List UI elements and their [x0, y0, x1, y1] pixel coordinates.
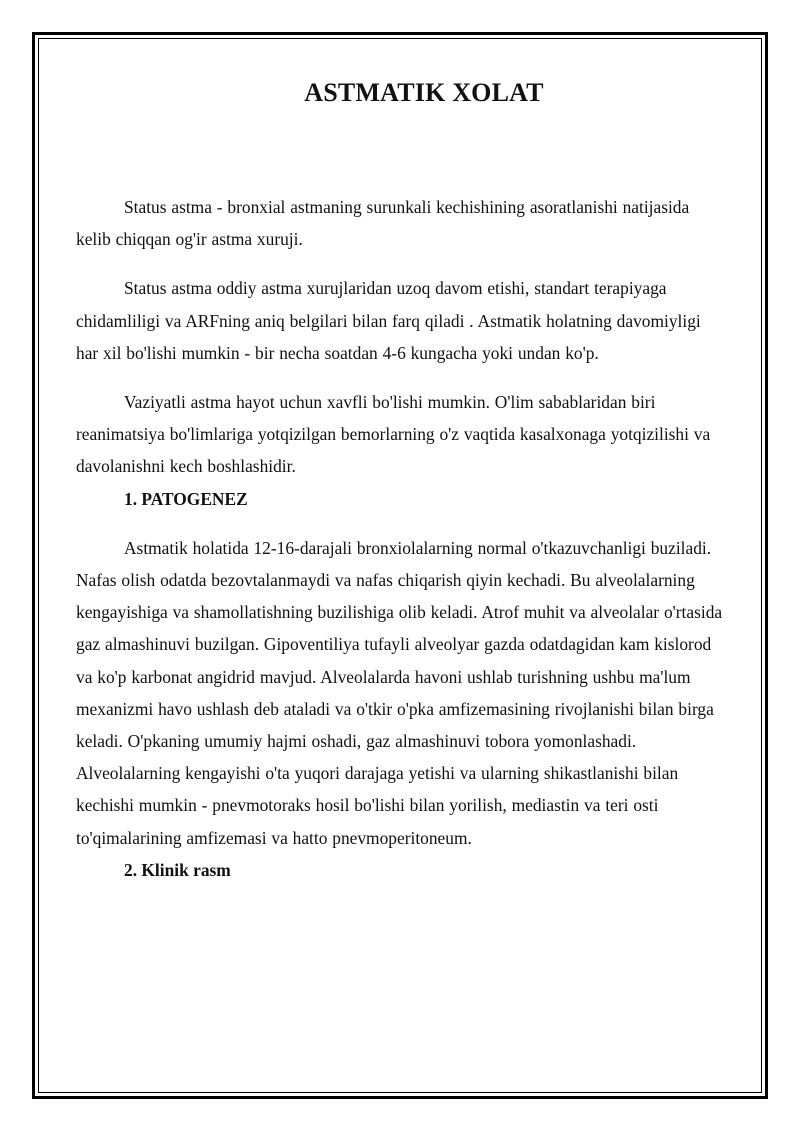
section-heading-pathogenesis: 1. PATOGENEZ: [124, 488, 248, 509]
paragraph-pathogenesis: Astmatik holatida 12-16-darajali bronxiolalarning normal o'tkazuvchanligi buziladi. Nafas olish odatda bezovtalanmaydi va nafas chiqarish qiyin kechadi. Bu alveolalarning kengayishiga va shamollatishning buzilishiga olib keladi. Atrof muhit va alveolalar o'rtasida gaz almashinuvi buzilgan. Gipoventiliya tufayli alveolyar gazda odatdagidan kam kislorod va ko'p karbonat angidrid mavjud. Alveolalarda havoni ushlab turishning ushbu ma'lum mexanizmi havo ushlash deb ataladi va o'tkir o'pka amfizemasining rivojlanishi bilan birga keladi. O'pkaning umumiy hajmi oshadi, gaz almashinuvi tobora yomonlashadi. Alveolalarning kengayishi o'ta yuqori darajaga yetishi va ularning shikastlanishi bilan kechishi mumkin - pnevmotoraks hosil bo'lishi bilan yorilish, mediastin va teri osti to'qimalarining amfizemasi va hatto pnevmoperitoneum.: [76, 537, 723, 848]
document-body: [76, 70, 724, 886]
paragraph-definition: Status astma - bronxial astmaning surunkali kechishining asoratlanishi natijasida kelib chiqqan og'ir astma xuruji.: [76, 197, 690, 250]
paragraph-characteristics: Status astma oddiy astma xurujlaridan uzoq davom etishi, standart terapiyaga chidamliligi va ARFning aniq belgilari bilan farq qiladi . Astmatik holatning davomiyligi har xil bo'lishi mumkin - bir necha soatdan 4-6 kungacha yoki undan ko'p.: [76, 278, 701, 363]
paragraph-danger: Vaziyatli astma hayot uchun xavfli bo'lishi mumkin. O'lim sabablaridan biri reanimatsiya bo'limlariga yotqizilgan bemorlarning o'z vaqtida kasalxonaga yotqizilishi va davolanishni kech boshlashidir.: [76, 392, 711, 477]
document-title: ASTMATIK XOLAT: [304, 78, 544, 107]
section-heading-clinical-picture: 2. Klinik rasm: [124, 859, 231, 880]
